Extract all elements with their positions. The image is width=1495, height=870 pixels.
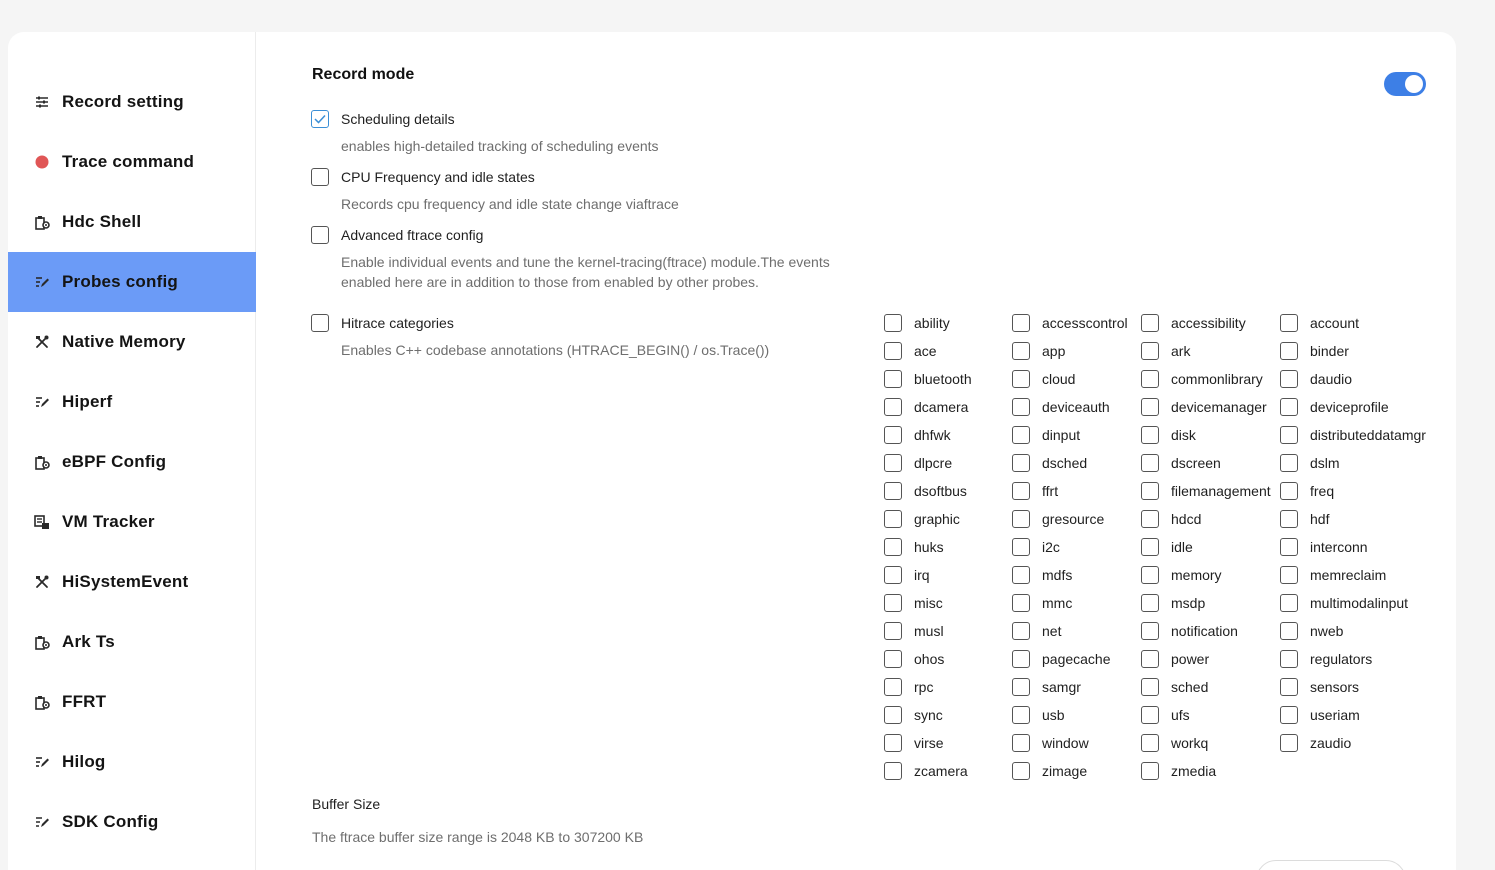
category-label: accessibility <box>1171 315 1246 331</box>
sidebar-item-record-setting[interactable] <box>8 72 256 132</box>
category-label: gresource <box>1042 511 1105 527</box>
scheduling-details-label: Scheduling details <box>341 111 455 127</box>
category-dcamera-checkbox[interactable] <box>884 398 902 416</box>
sidebar-item-trace-command[interactable] <box>8 132 256 192</box>
category-irq-checkbox[interactable] <box>884 566 902 584</box>
category-zcamera-checkbox[interactable] <box>884 762 902 780</box>
shell-gear-icon <box>34 214 50 230</box>
category-accessibility-checkbox[interactable] <box>1141 314 1159 332</box>
category-label: multimodalinput <box>1310 595 1409 611</box>
sidebar-item-label: HiSystemEvent <box>62 572 189 591</box>
category-label: deviceauth <box>1042 399 1110 415</box>
category-nweb-checkbox[interactable] <box>1280 622 1298 640</box>
category-label: pagecache <box>1042 651 1111 667</box>
shell-gear-icon <box>34 454 50 470</box>
category-rpc-checkbox[interactable] <box>884 678 902 696</box>
sidebar-item-ark-ts[interactable] <box>8 612 256 672</box>
category-label: useriam <box>1310 707 1360 723</box>
category-label: memory <box>1171 567 1222 583</box>
buffer-size-input[interactable] <box>1256 860 1406 870</box>
category-ffrt-checkbox[interactable] <box>1012 482 1030 500</box>
category-label: window <box>1042 735 1089 751</box>
category-label: dinput <box>1042 427 1081 443</box>
category-mdfs-checkbox[interactable] <box>1012 566 1030 584</box>
category-label: ability <box>914 315 950 331</box>
advanced-ftrace-config-label: Advanced ftrace config <box>341 227 484 243</box>
category-i2c-checkbox[interactable] <box>1012 538 1030 556</box>
category-zmedia-checkbox[interactable] <box>1141 762 1159 780</box>
category-label: daudio <box>1310 371 1353 387</box>
scheduling-details-description: enables high-detailed tracking of scheduling events <box>341 138 659 154</box>
sidebar-item-label: Record setting <box>62 92 184 111</box>
category-label: ark <box>1171 343 1191 359</box>
category-gresource-checkbox[interactable] <box>1012 510 1030 528</box>
category-net-checkbox[interactable] <box>1012 622 1030 640</box>
category-virse-checkbox[interactable] <box>884 734 902 752</box>
category-label: samgr <box>1042 679 1081 695</box>
category-label: musl <box>914 623 944 639</box>
category-ohos-checkbox[interactable] <box>884 650 902 668</box>
category-label: deviceprofile <box>1310 399 1389 415</box>
advanced-ftrace-config-description: enabled here are in addition to those from enabled by other probes. <box>341 274 759 290</box>
category-bluetooth-checkbox[interactable] <box>884 370 902 388</box>
category-dinput-checkbox[interactable] <box>1012 426 1030 444</box>
advanced-ftrace-config-checkbox[interactable] <box>311 226 329 244</box>
sidebar-item-label: Ark Ts <box>62 632 115 651</box>
category-label: disk <box>1171 427 1196 443</box>
category-label: huks <box>914 539 944 555</box>
category-label: bluetooth <box>914 371 972 387</box>
category-label: workq <box>1171 735 1209 751</box>
toggle-knob <box>1405 75 1423 93</box>
category-label: ufs <box>1171 707 1190 723</box>
category-memory-checkbox[interactable] <box>1141 566 1159 584</box>
category-ark-checkbox[interactable] <box>1141 342 1159 360</box>
sidebar <box>8 32 256 870</box>
buffer-size-title: Buffer Size <box>312 796 381 812</box>
edit-pen-icon <box>34 394 50 410</box>
category-label: dsched <box>1042 455 1088 471</box>
category-label: hdcd <box>1171 511 1202 527</box>
main-card <box>8 32 1456 870</box>
category-label: notification <box>1171 623 1238 639</box>
category-label: zimage <box>1042 763 1088 779</box>
sidebar-item-vm-tracker[interactable] <box>8 492 256 552</box>
category-label: nweb <box>1310 623 1344 639</box>
category-app-checkbox[interactable] <box>1012 342 1030 360</box>
record-mode-toggle[interactable] <box>1384 72 1426 96</box>
category-label: sched <box>1171 679 1209 695</box>
hitrace-categories-checkbox[interactable] <box>311 314 329 332</box>
category-distributeddatamgr-checkbox[interactable] <box>1280 426 1298 444</box>
tools-icon <box>34 574 50 590</box>
category-label: interconn <box>1310 539 1368 555</box>
category-dsoftbus-checkbox[interactable] <box>884 482 902 500</box>
category-label: power <box>1171 651 1210 667</box>
category-label: zaudio <box>1310 735 1352 751</box>
category-interconn-checkbox[interactable] <box>1280 538 1298 556</box>
category-label: dlpcre <box>914 455 953 471</box>
sidebar-item-label: FFRT <box>62 692 107 711</box>
category-account-checkbox[interactable] <box>1280 314 1298 332</box>
buffer-size-description: The ftrace buffer size range is 2048 KB to 307200 KB <box>312 829 644 845</box>
category-zaudio-checkbox[interactable] <box>1280 734 1298 752</box>
category-label: commonlibrary <box>1171 371 1263 387</box>
category-label: binder <box>1310 343 1349 359</box>
sidebar-item-hilog[interactable] <box>8 732 256 792</box>
sidebar-item-label: VM Tracker <box>62 512 155 531</box>
category-hdcd-checkbox[interactable] <box>1141 510 1159 528</box>
probes-config-panel <box>256 32 1456 870</box>
category-label: filemanagement <box>1171 483 1271 499</box>
category-daudio-checkbox[interactable] <box>1280 370 1298 388</box>
category-label: usb <box>1042 707 1065 723</box>
category-label: hdf <box>1310 511 1330 527</box>
category-commonlibrary-checkbox[interactable] <box>1141 370 1159 388</box>
hitrace-categories-description: Enables C++ codebase annotations (HTRACE_BEGIN() / os.Trace()) <box>341 342 770 358</box>
category-idle-checkbox[interactable] <box>1141 538 1159 556</box>
tools-icon <box>34 334 50 350</box>
category-label: dhfwk <box>914 427 951 443</box>
category-window-checkbox[interactable] <box>1012 734 1030 752</box>
sidebar-item-label: Probes config <box>62 272 178 291</box>
category-multimodalinput-checkbox[interactable] <box>1280 594 1298 612</box>
sidebar-item-label: Hilog <box>62 752 106 771</box>
category-label: ohos <box>914 651 945 667</box>
category-devicemanager-checkbox[interactable] <box>1141 398 1159 416</box>
category-msdp-checkbox[interactable] <box>1141 594 1159 612</box>
sidebar-item-hiperf[interactable] <box>8 372 256 432</box>
category-label: sensors <box>1310 679 1360 695</box>
category-label: dsoftbus <box>914 483 967 499</box>
category-memreclaim-checkbox[interactable] <box>1280 566 1298 584</box>
category-freq-checkbox[interactable] <box>1280 482 1298 500</box>
category-ace-checkbox[interactable] <box>884 342 902 360</box>
category-accesscontrol-checkbox[interactable] <box>1012 314 1030 332</box>
category-label: ffrt <box>1042 483 1059 499</box>
category-label: idle <box>1171 539 1193 555</box>
category-label: mmc <box>1042 595 1073 611</box>
category-label: regulators <box>1310 651 1373 667</box>
category-notification-checkbox[interactable] <box>1141 622 1159 640</box>
category-label: dslm <box>1310 455 1340 471</box>
category-musl-checkbox[interactable] <box>884 622 902 640</box>
category-dhfwk-checkbox[interactable] <box>884 426 902 444</box>
sidebar-item-ebpf-config[interactable] <box>8 432 256 492</box>
category-workq-checkbox[interactable] <box>1141 734 1159 752</box>
category-label: mdfs <box>1042 567 1073 583</box>
sidebar-item-label: SDK Config <box>62 812 159 831</box>
category-label: msdp <box>1171 595 1206 611</box>
category-hdf-checkbox[interactable] <box>1280 510 1298 528</box>
sidebar-item-hisystemevent[interactable] <box>8 552 256 612</box>
category-label: memreclaim <box>1310 567 1387 583</box>
cpu-frequency-and-idle-states-description: Records cpu frequency and idle state change viaftrace <box>341 196 679 212</box>
category-deviceprofile-checkbox[interactable] <box>1280 398 1298 416</box>
category-label: accesscontrol <box>1042 315 1128 331</box>
edit-pen-icon <box>34 274 50 290</box>
sidebar-item-probes-config[interactable] <box>8 252 256 312</box>
sidebar-item-ffrt[interactable] <box>8 672 256 732</box>
record-dot-icon <box>34 154 50 170</box>
category-graphic-checkbox[interactable] <box>884 510 902 528</box>
vm-tracker-icon <box>34 514 50 530</box>
category-usb-checkbox[interactable] <box>1012 706 1030 724</box>
sidebar-item-sdk-config[interactable] <box>8 792 256 852</box>
category-sched-checkbox[interactable] <box>1141 678 1159 696</box>
sidebar-item-label: Hiperf <box>62 392 113 411</box>
category-dslm-checkbox[interactable] <box>1280 454 1298 472</box>
category-label: zmedia <box>1171 763 1217 779</box>
category-binder-checkbox[interactable] <box>1280 342 1298 360</box>
edit-pen-icon <box>34 814 50 830</box>
category-label: sync <box>914 707 943 723</box>
category-useriam-checkbox[interactable] <box>1280 706 1298 724</box>
category-dlpcre-checkbox[interactable] <box>884 454 902 472</box>
category-zimage-checkbox[interactable] <box>1012 762 1030 780</box>
category-filemanagement-checkbox[interactable] <box>1141 482 1159 500</box>
hitrace-categories-label: Hitrace categories <box>341 315 454 331</box>
category-label: dcamera <box>914 399 969 415</box>
category-label: zcamera <box>914 763 968 779</box>
shell-gear-icon <box>34 694 50 710</box>
category-power-checkbox[interactable] <box>1141 650 1159 668</box>
category-deviceauth-checkbox[interactable] <box>1012 398 1030 416</box>
sidebar-item-label: Native Memory <box>62 332 186 351</box>
sidebar-item-native-memory[interactable] <box>8 312 256 372</box>
category-dscreen-checkbox[interactable] <box>1141 454 1159 472</box>
category-label: irq <box>914 567 930 583</box>
category-ufs-checkbox[interactable] <box>1141 706 1159 724</box>
category-label: cloud <box>1042 371 1076 387</box>
category-label: i2c <box>1042 539 1060 555</box>
category-label: app <box>1042 343 1066 359</box>
category-label: virse <box>914 735 944 751</box>
category-huks-checkbox[interactable] <box>884 538 902 556</box>
record-mode-title: Record mode <box>312 66 415 83</box>
sidebar-item-label: eBPF Config <box>62 452 167 471</box>
category-label: distributeddatamgr <box>1310 427 1426 443</box>
category-label: ace <box>914 343 937 359</box>
edit-pen-icon <box>34 754 50 770</box>
sidebar-item-label: Hdc Shell <box>62 212 142 231</box>
sidebar-item-label: Trace command <box>62 152 195 171</box>
advanced-ftrace-config-description: Enable individual events and tune the kernel-tracing(ftrace) module.The events <box>341 254 830 270</box>
category-regulators-checkbox[interactable] <box>1280 650 1298 668</box>
category-label: net <box>1042 623 1062 639</box>
category-label: devicemanager <box>1171 399 1267 415</box>
category-label: account <box>1310 315 1360 331</box>
scheduling-details-checkbox[interactable] <box>311 110 329 128</box>
category-disk-checkbox[interactable] <box>1141 426 1159 444</box>
category-misc-checkbox[interactable] <box>884 594 902 612</box>
sidebar-item-hdc-shell[interactable] <box>8 192 256 252</box>
category-label: graphic <box>914 511 960 527</box>
category-mmc-checkbox[interactable] <box>1012 594 1030 612</box>
category-label: misc <box>914 595 943 611</box>
cpu-frequency-and-idle-states-checkbox[interactable] <box>311 168 329 186</box>
sliders-icon <box>34 94 50 110</box>
category-cloud-checkbox[interactable] <box>1012 370 1030 388</box>
shell-gear-icon <box>34 634 50 650</box>
category-pagecache-checkbox[interactable] <box>1012 650 1030 668</box>
category-dsched-checkbox[interactable] <box>1012 454 1030 472</box>
cpu-frequency-and-idle-states-label: CPU Frequency and idle states <box>341 169 535 185</box>
category-sensors-checkbox[interactable] <box>1280 678 1298 696</box>
category-ability-checkbox[interactable] <box>884 314 902 332</box>
category-label: dscreen <box>1171 455 1221 471</box>
category-samgr-checkbox[interactable] <box>1012 678 1030 696</box>
category-sync-checkbox[interactable] <box>884 706 902 724</box>
category-label: rpc <box>914 679 934 695</box>
category-label: freq <box>1310 483 1335 499</box>
